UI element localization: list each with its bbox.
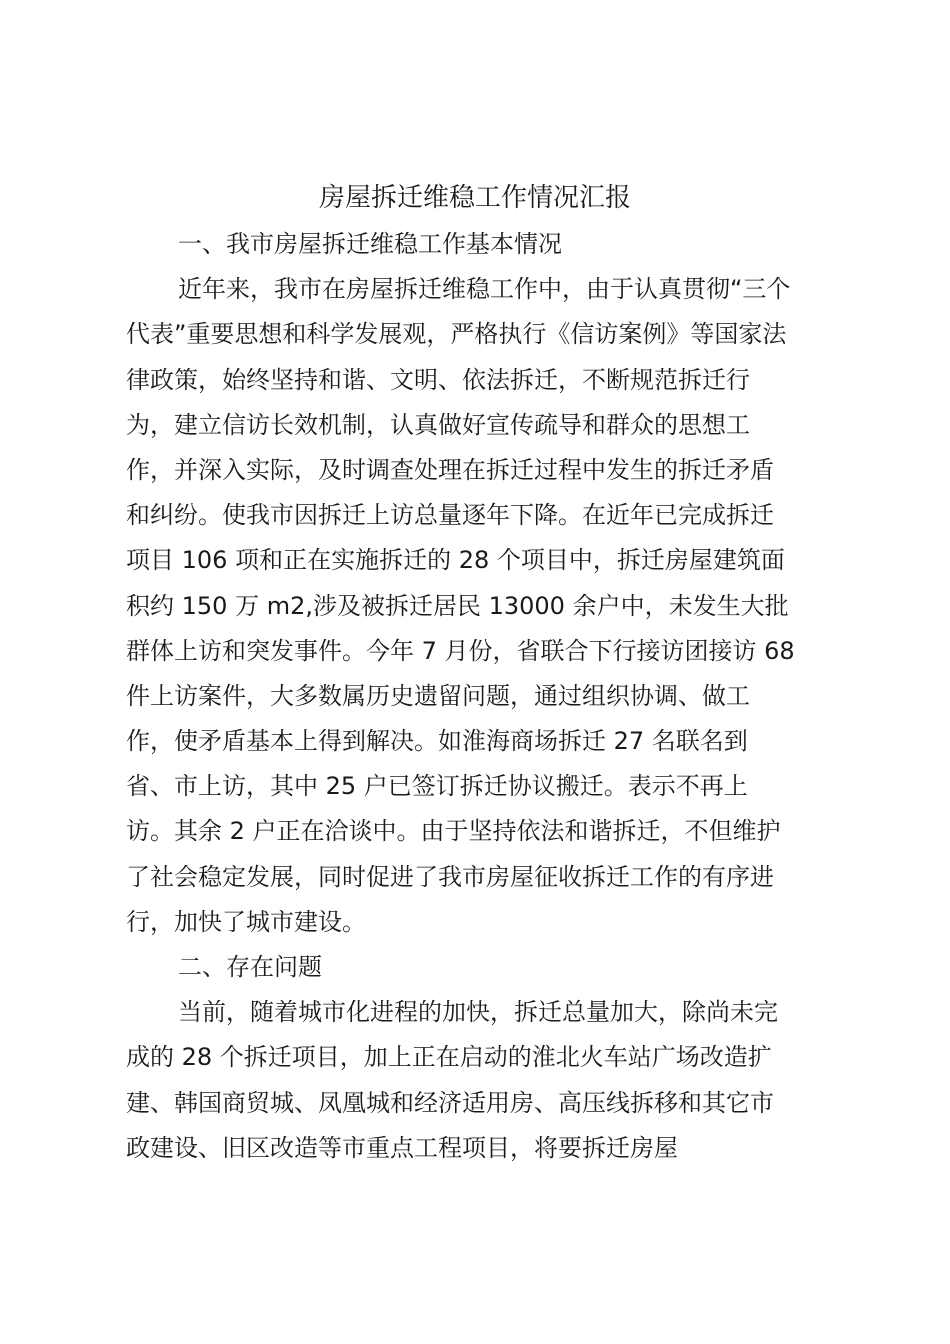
text-line: 群体上访和突发事件。今年 7 月份，省联合下行接访团接访 68 bbox=[126, 636, 795, 665]
text-line: 件上访案件，大多数属历史遗留问题，通过组织协调、做工 bbox=[126, 681, 750, 710]
text-line: 二、存在问题 bbox=[178, 953, 322, 981]
text-line: 省、市上访，其中 25 户已签订拆迁协议搬迁。表示不再上 bbox=[126, 772, 748, 801]
text-line: 政建设、旧区改造等市重点工程项目，将要拆迁房屋 bbox=[126, 1133, 678, 1162]
text-line: 积约 150 万 m2,涉及被拆迁居民 13000 余户中，未发生大批 bbox=[126, 591, 789, 620]
document-title: 房屋拆迁维稳工作情况汇报 bbox=[318, 183, 631, 213]
text-line: 和纠纷。使我市因拆迁上访总量逐年下降。在近年已完成拆迁 bbox=[126, 501, 774, 530]
text-line: 为，建立信访长效机制，认真做好宣传疏导和群众的思想工 bbox=[126, 410, 750, 439]
text-line: 当前，随着城市化进程的加快，拆迁总量加大，除尚未完 bbox=[178, 998, 778, 1027]
text-line: 律政策，始终坚持和谐、文明、依法拆迁，不断规范拆迁行 bbox=[126, 365, 750, 394]
document-body bbox=[126, 222, 836, 1171]
text-line: 一、我市房屋拆迁维稳工作基本情况 bbox=[178, 230, 562, 258]
text-line: 近年来，我市在房屋拆迁维稳工作中，由于认真贯彻“三个 bbox=[178, 275, 791, 304]
text-line: 代表”重要思想和科学发展观，严格执行《信访案例》等国家法 bbox=[126, 320, 787, 349]
text-line: 建、韩国商贸城、凤凰城和经济适用房、高压线拆移和其它市 bbox=[126, 1088, 774, 1117]
text-line: 成的 28 个拆迁项目，加上正在启动的淮北火车站广场改造扩 bbox=[126, 1043, 772, 1072]
text-line: 作，使矛盾基本上得到解决。如淮海商场拆迁 27 名联名到 bbox=[126, 727, 748, 756]
text-line: 行，加快了城市建设。 bbox=[126, 907, 366, 936]
text-line: 作，并深入实际，及时调查处理在拆迁过程中发生的拆迁矛盾 bbox=[126, 455, 774, 484]
text-line: 访。其余 2 户正在洽谈中。由于坚持依法和谐拆迁，不但维护 bbox=[126, 817, 781, 846]
text-line: 项目 106 项和正在实施拆迁的 28 个项目中，拆迁房屋建筑面 bbox=[126, 546, 785, 575]
text-line: 了社会稳定发展，同时促进了我市房屋征收拆迁工作的有序进 bbox=[126, 862, 774, 891]
